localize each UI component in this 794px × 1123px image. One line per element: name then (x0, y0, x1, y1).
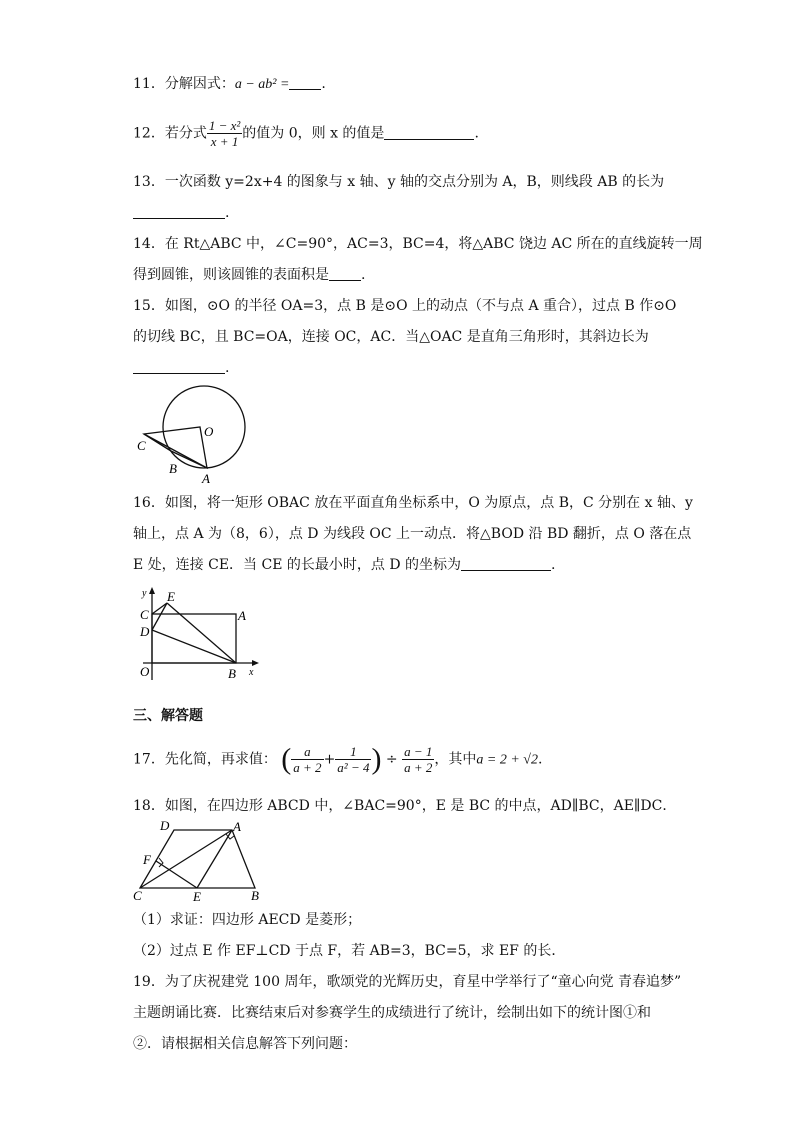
label-b: B (228, 666, 236, 681)
label-c: C (133, 888, 142, 902)
label-a: A (202, 471, 210, 486)
segment-ce (152, 603, 167, 614)
right-paren: ) (371, 742, 382, 776)
period: . (225, 360, 230, 376)
answer-blank (133, 359, 225, 374)
period: . (321, 76, 326, 92)
fraction-denominator: x + 1 (210, 134, 239, 149)
math-expression: a − ab² = (234, 77, 290, 92)
question-text: 如图，⊙O 的半径 OA=3，点 B 是⊙O 上的动点（不与点 A 重合），过点 B 作⊙O (164, 298, 677, 314)
label-c: C (140, 607, 149, 622)
answer-blank (329, 266, 361, 281)
fraction-numerator: 1 (335, 744, 371, 760)
label-x: x (249, 667, 254, 678)
question-number: 15． (133, 298, 165, 314)
question-text: 的值为 0，则 x 的值是 (242, 125, 385, 142)
question-number: 11． (133, 76, 165, 92)
fraction-denominator: a² − 4 (337, 760, 370, 775)
question-text: 如图，在四边形 ABCD 中，∠BAC=90°，E 是 BC 的中点，AD∥BC，AE∥DC． (164, 798, 677, 814)
answer-blank (461, 556, 551, 571)
question-14-line2 (133, 265, 365, 285)
label-e: E (193, 889, 201, 902)
question-18 (133, 796, 676, 816)
question-number: 12． (133, 125, 165, 142)
question-16-line2 (133, 524, 691, 544)
answer-blank (384, 125, 474, 140)
fraction-3 (402, 744, 434, 775)
question-number: 19． (133, 974, 165, 990)
segment-eb (167, 603, 236, 663)
period: . (551, 557, 556, 573)
question-15 (133, 296, 676, 316)
section-heading: 三、解答题 (133, 708, 203, 724)
question-17 (133, 744, 542, 776)
label-o: O (204, 424, 214, 439)
fraction (207, 118, 242, 149)
label-b: B (169, 461, 177, 476)
question-19 (133, 972, 681, 992)
coordinate-figure (135, 585, 265, 683)
left-paren: ( (281, 742, 292, 776)
fraction-1 (291, 744, 323, 775)
question-13-answer-line (133, 203, 229, 223)
x-axis-arrow (252, 660, 259, 666)
segment-ed (152, 603, 167, 630)
question-text: （1）求证：四边形 AECD 是菱形； (133, 912, 362, 928)
fraction-numerator: a (291, 744, 323, 760)
label-c: C (137, 438, 146, 453)
rectangle-obac (152, 614, 236, 663)
y-axis-arrow (149, 587, 155, 594)
period: . (225, 205, 230, 221)
segment-db (152, 630, 236, 663)
question-19-line3 (133, 1034, 357, 1054)
fraction-numerator: 1 − x² (208, 118, 241, 133)
question-text: ，其中 (434, 751, 477, 768)
label-e: E (167, 589, 175, 604)
quadrilateral-figure (130, 818, 270, 902)
segment-ae (197, 830, 232, 888)
label-d: D (140, 624, 150, 639)
label-a: A (233, 819, 241, 834)
label-o: O (140, 664, 150, 679)
fraction-2 (335, 744, 371, 775)
question-number: 13． (133, 174, 165, 190)
fraction-numerator: a − 1 (404, 744, 433, 759)
question-text: （2）过点 E 作 EF⊥CD 于点 F，若 AB=3，BC=5，求 EF 的长． (133, 943, 566, 959)
question-text: 分解因式： (164, 76, 235, 92)
math-expression: a = 2 + √2 (476, 752, 538, 768)
question-number: 17． (133, 751, 165, 768)
question-14 (133, 234, 703, 254)
circle-figure (134, 382, 250, 486)
divide-sign: ÷ (385, 751, 398, 768)
question-text: 得到圆锥，则该圆锥的表面积是 (133, 267, 329, 283)
answer-blank (289, 75, 321, 90)
period: . (474, 125, 479, 142)
question-text: 为了庆祝建党 100 周年，歌颂党的光辉历史，育星中学举行了“童心向党 青春追梦” (164, 974, 682, 990)
question-11 (133, 74, 326, 95)
answer-blank (133, 204, 225, 219)
question-15-line2 (133, 327, 649, 347)
period: . (361, 267, 366, 283)
question-18-part-2 (133, 941, 565, 961)
question-19-line2 (133, 1003, 651, 1023)
question-text: E 处，连接 CE．当 CE 的长最小时，点 D 的坐标为 (133, 557, 462, 573)
question-number: 14． (133, 236, 165, 252)
question-16 (133, 493, 693, 513)
period: . (537, 751, 543, 768)
question-text: ②．请根据相关信息解答下列问题： (133, 1036, 357, 1052)
question-text: 主题朗诵比赛．比赛结束后对参赛学生的成绩进行了统计，绘制出如下的统计图①和 (133, 1005, 651, 1021)
label-b: B (251, 888, 259, 902)
question-15-answer-line (133, 358, 229, 378)
question-text: 一次函数 y=2x+4 的图象与 x 轴、y 轴的交点分别为 A，B，则线段 AB 的长为 (164, 174, 665, 190)
question-16-line3 (133, 555, 555, 575)
question-text: 轴上，点 A 为（8，6），点 D 为线段 OC 上一动点．将△BOD 沿 BD 翻折，点 O 落在点 (133, 526, 692, 542)
question-text: 在 Rt△ABC 中，∠C=90°，AC=3，BC=4，将△ABC 饶边 AC 所在的直线旋转一周 (164, 236, 703, 252)
question-text: 若分式 (164, 125, 207, 142)
question-text: 先化简，再求值： (164, 751, 277, 768)
label-f: F (143, 852, 151, 867)
question-text: 如图，将一矩形 OBAC 放在平面直角坐标系中，O 为原点，点 B，C 分别在 x 轴、y (164, 495, 693, 511)
label-d: D (160, 818, 170, 833)
label-a: A (238, 608, 246, 623)
fraction-denominator: a + 2 (293, 760, 322, 775)
fraction-denominator: a + 2 (404, 760, 433, 775)
question-18-part-1 (133, 910, 361, 930)
question-number: 16． (133, 495, 165, 511)
question-12 (133, 118, 479, 149)
quadrilateral-abcd (140, 830, 255, 888)
question-13 (133, 172, 664, 192)
question-number: 18． (133, 798, 165, 814)
segment-ca (140, 830, 232, 888)
question-text: 的切线 BC，且 BC=OA，连接 OC，AC．当△OAC 是直角三角形时，其斜边长为 (133, 329, 649, 345)
plus-sign: + (323, 751, 336, 768)
label-y: y (142, 588, 147, 599)
